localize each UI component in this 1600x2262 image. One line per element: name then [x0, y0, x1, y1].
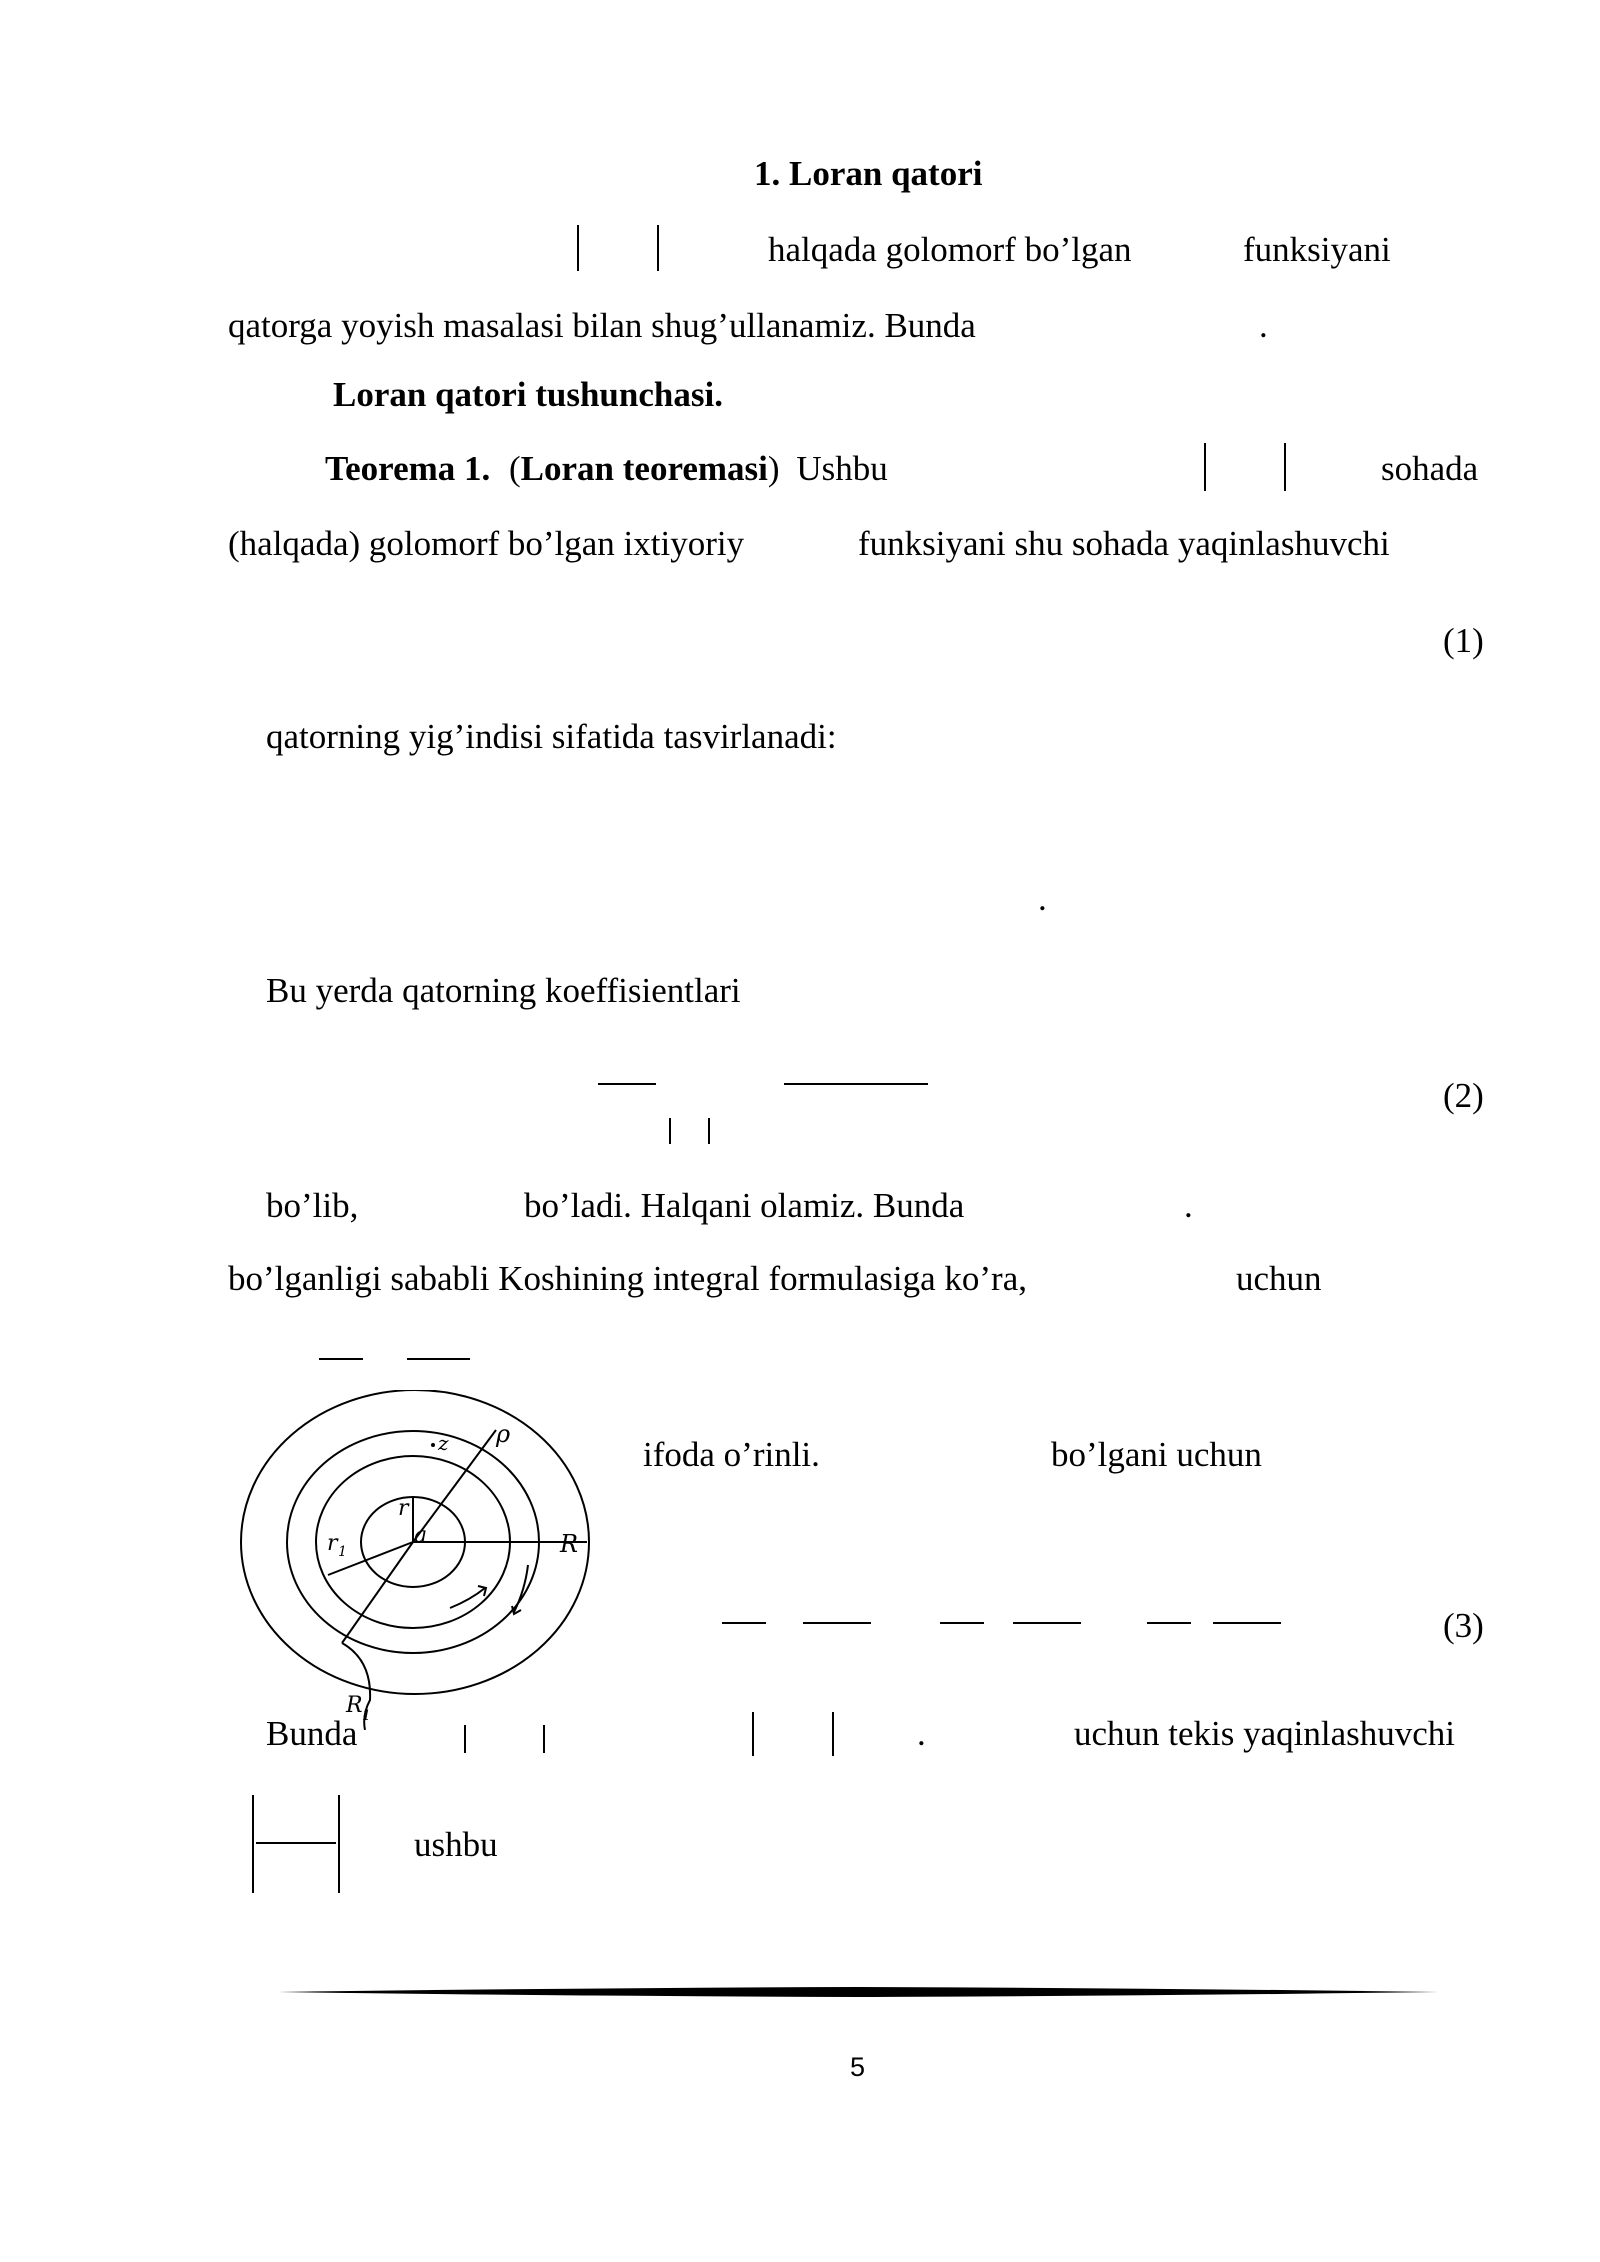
label-R1-sub: 1 — [362, 1708, 371, 1724]
equation-number-3: (3) — [1443, 1606, 1484, 1645]
abs-bar — [669, 1118, 671, 1144]
label-rho: ρ — [496, 1420, 511, 1448]
abs-bar — [1204, 443, 1206, 491]
bunda-text: Bunda — [266, 1714, 358, 1753]
theorem-paren-open: ( — [509, 449, 521, 488]
theorem-label: Teorema 1. — [325, 449, 491, 488]
section-heading: 1. Loran qatori — [754, 154, 983, 193]
abs-bar — [252, 1795, 254, 1893]
fraction-bar — [1147, 1622, 1191, 1624]
boladi-end: . — [1184, 1186, 1193, 1225]
para1-line2-end: . — [1259, 306, 1268, 345]
ifoda-text: ifoda o’rinli. — [643, 1435, 820, 1474]
label-a: a — [414, 1523, 428, 1548]
equation-number-2: (2) — [1443, 1076, 1484, 1115]
sum-dot: . — [1038, 879, 1047, 918]
label-r: r — [398, 1496, 409, 1521]
abs-bar — [832, 1712, 834, 1756]
abs-bar — [708, 1118, 710, 1144]
para1-line2: qatorga yoyish masalasi bilan shug’ullanamiz. Bunda — [228, 306, 976, 345]
fraction-bar — [256, 1842, 336, 1844]
abs-bar — [752, 1712, 754, 1756]
uchun-text: uchun — [1236, 1259, 1322, 1298]
theorem-paren-close: ) — [767, 449, 780, 488]
ushbu-text: ushbu — [414, 1825, 498, 1864]
para1-line1: halqada golomorf bo’lgan — [768, 230, 1132, 269]
fraction-bar — [598, 1083, 656, 1085]
abs-bar — [1284, 443, 1286, 491]
boilib-text: bo’lib, — [266, 1186, 359, 1225]
abs-bar — [543, 1725, 545, 1753]
label-r1: r — [327, 1531, 338, 1556]
abs-bar — [464, 1725, 466, 1753]
footer-rule — [278, 1985, 1438, 1999]
theorem-name: Loran teoremasi — [520, 449, 768, 488]
theorem-line2b: funksiyani shu sohada yaqinlashuvchi — [858, 524, 1390, 563]
theorem-line2a: (halqada) golomorf bo’lgan ixtiyoriy — [228, 524, 745, 563]
point-z — [431, 1443, 435, 1447]
bolgani-text: bo’lgani uchun — [1051, 1435, 1262, 1474]
equation-number-1: (1) — [1443, 621, 1484, 660]
label-z: z — [438, 1431, 449, 1455]
annulus-figure — [230, 1390, 600, 1730]
label-R: R — [560, 1530, 579, 1558]
boladi-text: bo’ladi. Halqani olamiz. Bunda — [524, 1186, 965, 1225]
subheading: Loran qatori tushunchasi. — [333, 375, 723, 414]
theorem-line1 — [325, 450, 888, 489]
bunda-dot: . — [917, 1714, 926, 1753]
fraction-bar — [803, 1622, 871, 1624]
uchun-tekis-text: uchun tekis yaqinlashuvchi — [1074, 1714, 1456, 1753]
theorem-sohada: sohada — [1381, 449, 1479, 488]
coeffs-text: Bu yerda qatorning koeffisientlari — [266, 971, 741, 1010]
fraction-bar — [1213, 1622, 1281, 1624]
label-r1-sub: 1 — [338, 1544, 347, 1560]
fraction-bar — [407, 1358, 470, 1360]
abs-bar — [338, 1795, 340, 1893]
abs-bar — [657, 225, 659, 271]
fraction-bar — [940, 1622, 984, 1624]
theorem-ushbu: Ushbu — [796, 449, 888, 488]
koshi-text: bo’lganligi sababli Koshining integral formulasiga ko’ra, — [228, 1259, 1027, 1298]
label-R1: R — [346, 1693, 363, 1718]
fraction-bar — [784, 1083, 928, 1085]
series-sum-text: qatorning yig’indisi sifatida tasvirlanadi: — [266, 717, 837, 756]
fraction-bar — [722, 1622, 766, 1624]
page-number: 5 — [850, 2052, 866, 2082]
fraction-bar — [1013, 1622, 1081, 1624]
para1-line1b: funksiyani — [1243, 230, 1391, 269]
abs-bar — [577, 225, 579, 271]
fraction-bar — [319, 1358, 363, 1360]
